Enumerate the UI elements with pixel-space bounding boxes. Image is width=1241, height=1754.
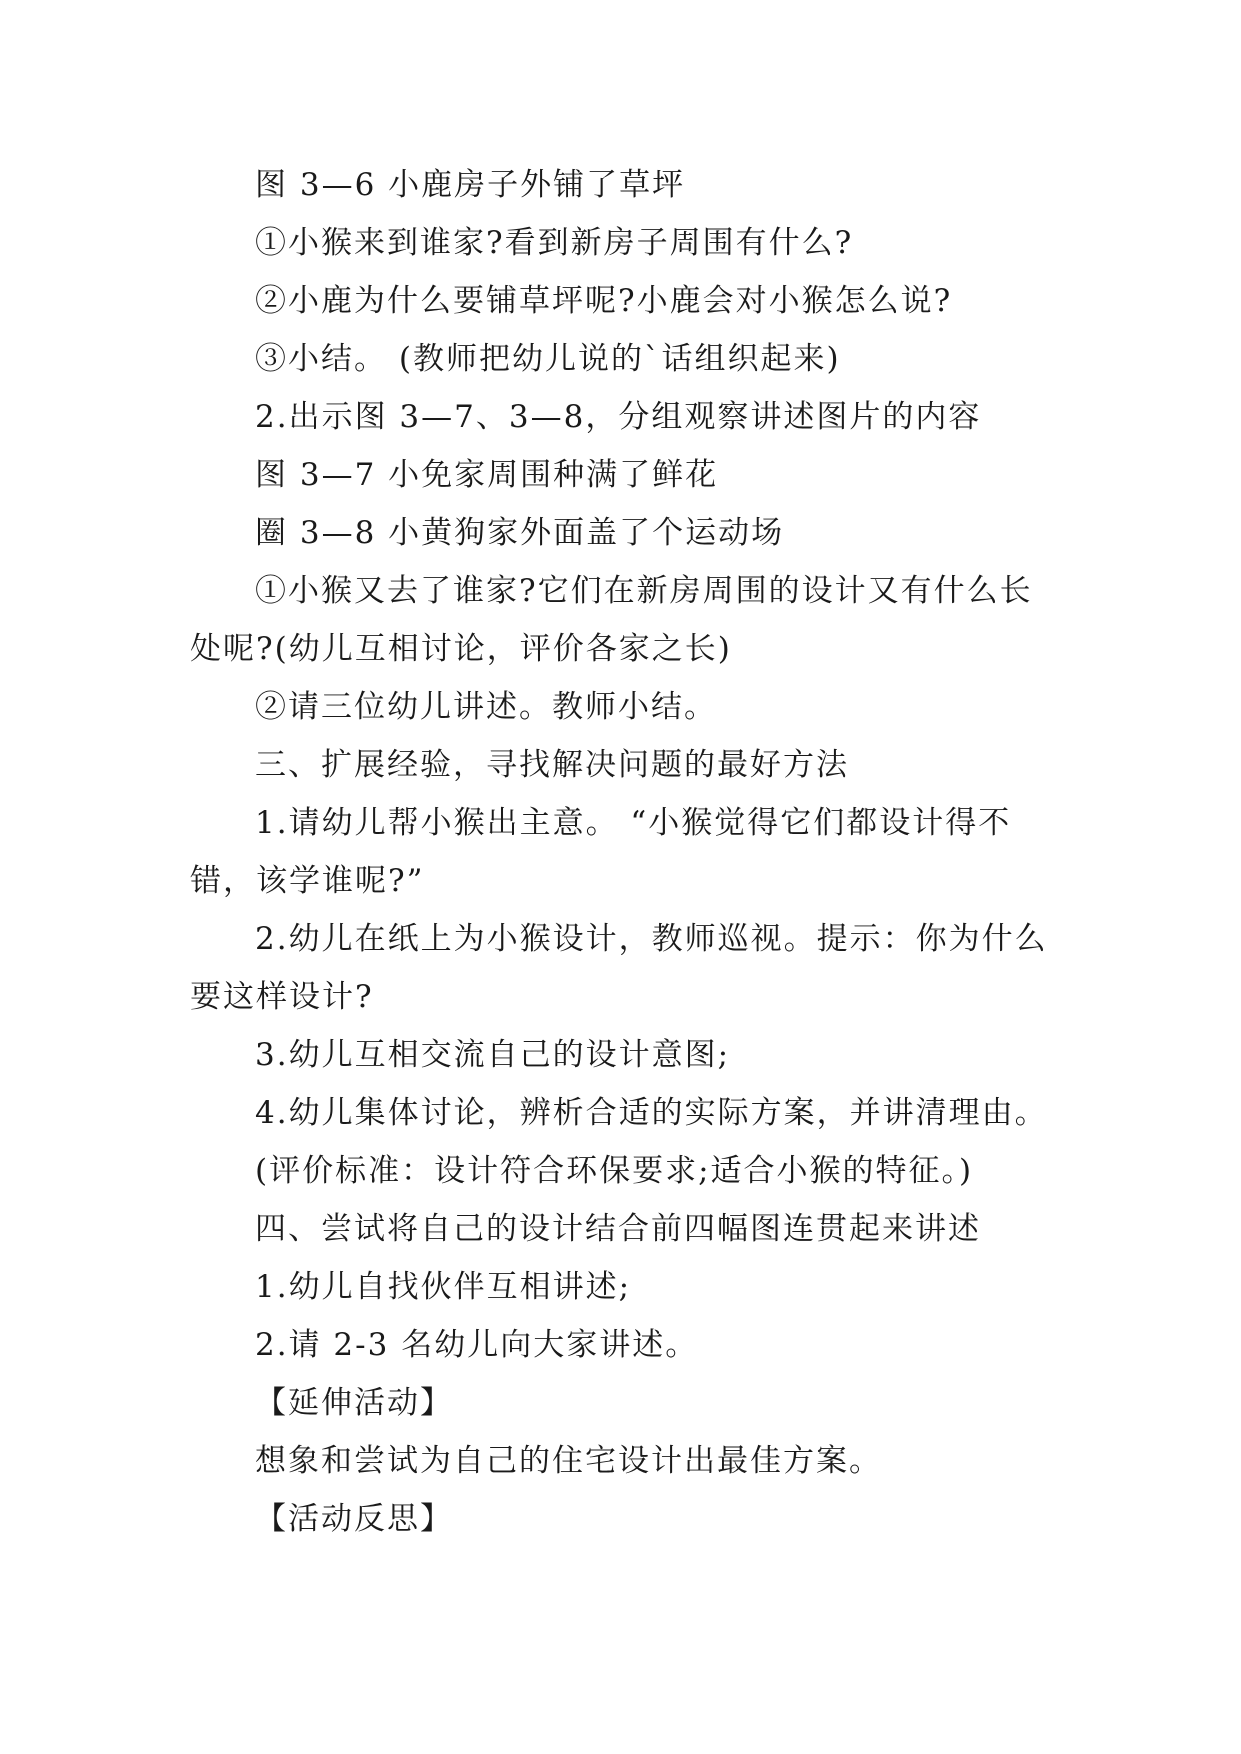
- section-heading: 【延伸活动】: [255, 1385, 453, 1421]
- figure-caption: 圈 3—8 小黄狗家外面盖了个运动场: [255, 515, 785, 551]
- paragraph-continuation: 错，该学谁呢?”: [190, 863, 425, 899]
- paragraph-line: ②请三位幼儿讲述。教师小结。: [255, 689, 717, 725]
- section-heading: 三、扩展经验，寻找解决问题的最好方法: [255, 747, 849, 783]
- step-line: 1.幼儿自找伙伴互相讲述;: [255, 1269, 632, 1305]
- step-line: 1.请幼儿帮小猴出主意。 “小猴觉得它们都设计得不: [255, 805, 1012, 841]
- step-line: 2.请 2-3 名幼儿向大家讲述。: [255, 1327, 699, 1363]
- paragraph-line: ①小猴又去了谁家?它们在新房周围的设计又有什么长: [255, 573, 1033, 609]
- question-line: ②小鹿为什么要铺草坪呢?小鹿会对小猴怎么说?: [255, 283, 953, 319]
- paragraph-continuation: 处呢?(幼儿互相讨论，评价各家之长): [190, 631, 732, 667]
- step-line: 2.出示图 3—7、3—8，分组观察讲述图片的内容: [255, 399, 982, 435]
- summary-line: ③小结。 (教师把幼儿说的`话组织起来): [255, 341, 841, 377]
- step-line: 4.幼儿集体讨论，辨析合适的实际方案，并讲清理由。: [255, 1095, 1048, 1131]
- question-line: ①小猴来到谁家?看到新房子周围有什么?: [255, 225, 854, 261]
- step-line: 2.幼儿在纸上为小猴设计，教师巡视。提示：你为什么: [255, 921, 1048, 957]
- paragraph-line: (评价标准：设计符合环保要求;适合小猴的特征。): [255, 1153, 974, 1189]
- section-heading: 四、尝试将自己的设计结合前四幅图连贯起来讲述: [255, 1211, 981, 1247]
- figure-caption: 图 3—6 小鹿房子外铺了草坪: [255, 167, 686, 203]
- figure-caption: 图 3—7 小免家周围种满了鲜花: [255, 457, 719, 493]
- paragraph-line: 想象和尝试为自己的住宅设计出最佳方案。: [255, 1443, 882, 1479]
- section-heading: 【活动反思】: [255, 1501, 453, 1537]
- step-line: 3.幼儿互相交流自己的设计意图;: [255, 1037, 731, 1073]
- paragraph-continuation: 要这样设计?: [190, 979, 374, 1015]
